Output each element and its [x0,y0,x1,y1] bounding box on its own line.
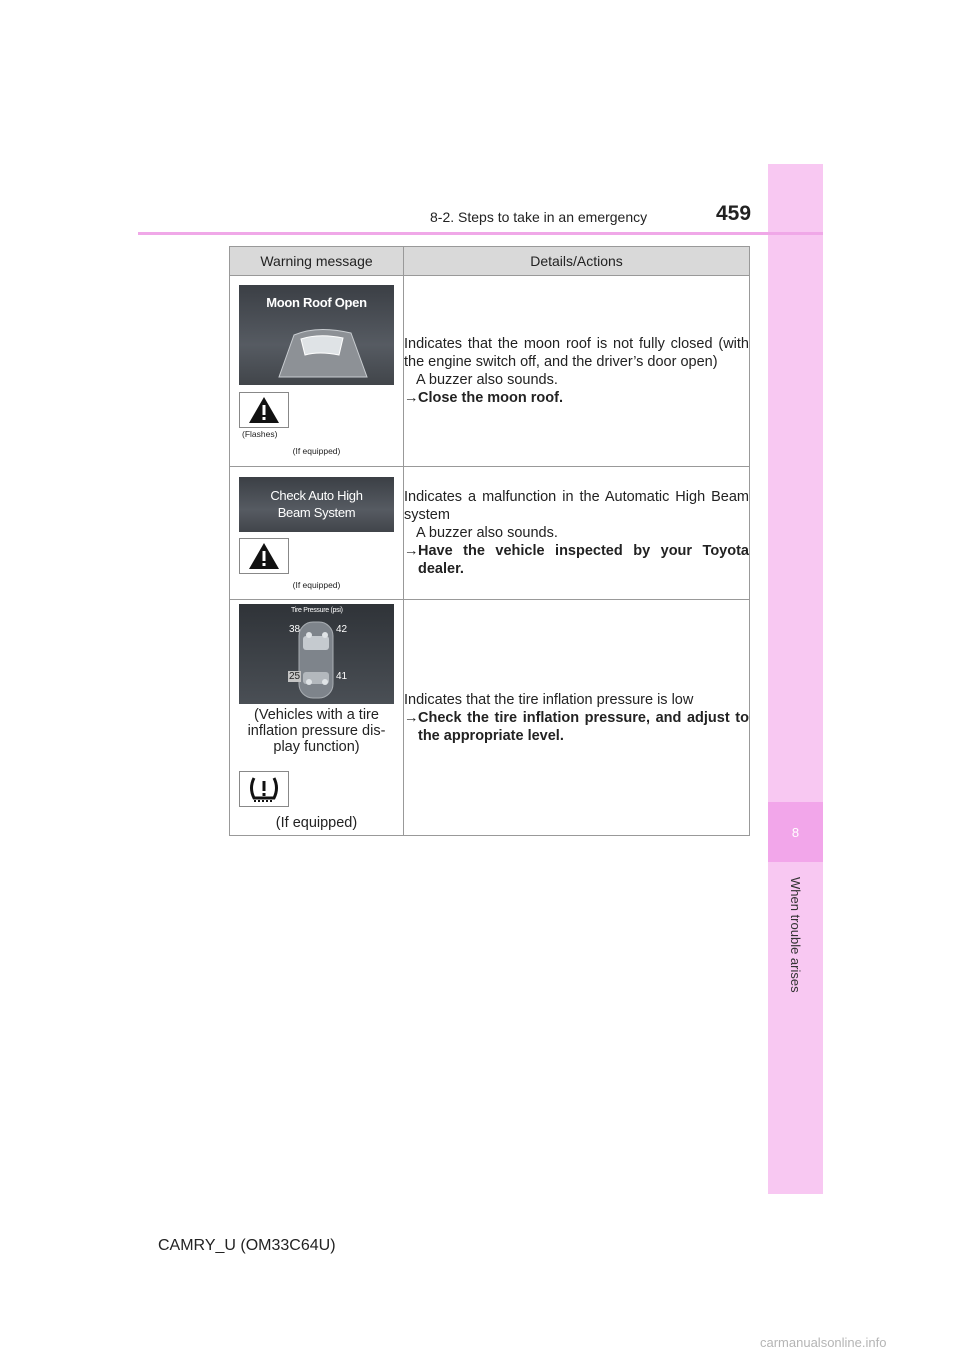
screen-title: Moon Roof Open [266,294,367,310]
table-row [230,276,750,467]
chapter-number [768,802,823,862]
tire-pressure-icon [246,774,282,804]
details-text: Indicates that the moon roof is not fully closed (with the engine switch off, and the driver’s door open) [404,336,749,370]
header-details-actions: Details/Actions [404,247,750,276]
details-text: Indicates that the tire inflation pressure is low [404,691,694,708]
details-cell [404,276,750,467]
side-tab [768,164,823,1194]
arrow-icon: → [404,709,419,726]
chapter-number-text: 8 [791,824,800,840]
details-cell [404,600,750,836]
tire-rear-right: 41 [336,671,348,682]
arrow-icon: → [404,390,419,406]
warning-triangle-icon [247,395,281,425]
equip-note: (If equipped) [275,815,358,831]
screen-title-line2: Beam System [277,504,356,520]
details-text: Indicates a malfunction in the Automatic High Beam system [404,489,749,523]
action-line [404,542,749,578]
display-screen-moon-roof [239,285,394,385]
table-row [230,467,750,600]
buzzer-note: A buzzer also sounds. [416,525,558,541]
warning-table [229,246,750,836]
chapter-title [768,870,823,1000]
warning-cell [230,467,404,600]
vehicle-note: (Vehicles with a tire inflation pressure dis-play function) [247,707,386,755]
flash-note: (Flashes) [242,428,278,439]
tire-icon-box [239,771,289,807]
car-top-view-icon [239,614,394,702]
action-line [404,389,749,407]
tire-rear-left: 25 [289,671,301,682]
equip-note: (If equipped) [292,579,341,590]
page-number: 459 [716,202,752,225]
buzzer-note: A buzzer also sounds. [416,372,558,388]
display-screen-tire-pressure [239,604,394,704]
action-line [404,709,749,745]
tire-front-right: 42 [336,624,348,635]
watermark: carmanualsonline.info [760,1335,887,1350]
action-text: Close the moon roof. [418,390,563,406]
tire-front-left: 38 [289,624,301,635]
action-text: Check the tire inflation pressure, and adjust to the appropriate level. [418,709,749,744]
details-cell [404,467,750,600]
warning-cell [230,600,404,836]
equip-note: (If equipped) [292,445,341,456]
display-screen-auto-high-beam [239,477,394,532]
warning-icon-box [239,392,289,428]
table-row [230,600,750,836]
table-header-row [230,247,750,276]
warning-cell [230,276,404,467]
action-text: Have the vehicle inspected by your Toyota dealer. [418,543,749,577]
model-code: CAMRY_U (OM33C64U) [158,1237,336,1254]
screen-title-line1: Check Auto High [270,487,363,503]
warning-triangle-icon [247,541,281,571]
warning-icon-box [239,538,289,574]
section-title: 8-2. Steps to take in an emergency [430,209,648,225]
header-warning-message: Warning message [230,247,404,276]
car-roof-icon [239,311,394,381]
chapter-title-text: When trouble arises [788,877,803,993]
arrow-icon: → [404,543,419,559]
screen-title: Tire Pressure (psi) [291,607,343,614]
header-divider [138,232,823,235]
